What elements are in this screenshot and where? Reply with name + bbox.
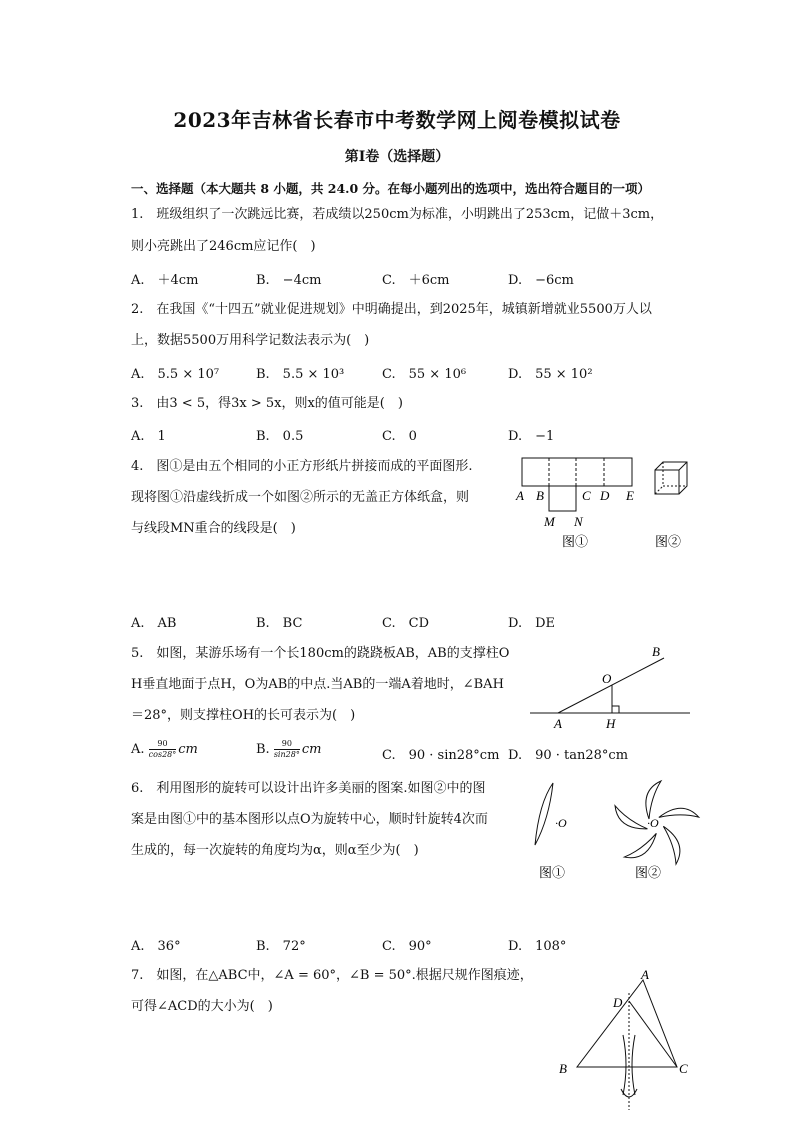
q6-caption-2: 图②: [635, 865, 662, 880]
q4-option-b: B. BC: [256, 616, 303, 631]
q3-option-a: A. 1: [131, 429, 166, 444]
q4-option-c: C. CD: [382, 616, 429, 631]
q5-label-o: O: [602, 671, 612, 686]
q5-line1: 5. 如图，某游乐场有一个长180cm的跷跷板AB，AB的支撑柱O: [131, 646, 510, 661]
q4-label-e: E: [626, 488, 634, 503]
leaf-shape-icon: [535, 783, 553, 845]
q4-line2: 现将图①沿虚线折成一个如图②所示的无盖正方体纸盒，则: [131, 490, 470, 505]
q6-line1: 6. 利用图形的旋转可以设计出许多美丽的图案.如图②中的图: [131, 781, 486, 796]
q1-line2: 则小亮跳出了246cm应记作( ): [131, 239, 316, 254]
q4-label-a: A: [516, 488, 524, 503]
q6-option-c: C. 90°: [382, 939, 432, 954]
q5-label-a: A: [554, 716, 562, 731]
q4-figure: [512, 452, 702, 552]
q6-line2: 案是由图①中的基本图形以点O为旋转中心，顺时针旋转4次而: [131, 812, 488, 827]
q6-label-o1: ·O: [555, 816, 567, 830]
q5-option-b: B. $\frac{90}{\sin 28^\circ}$ cm: [256, 739, 322, 759]
q7-label-c: C: [679, 1061, 688, 1076]
q4-label-d: D: [600, 488, 610, 503]
q1-option-d: D. −6cm: [508, 273, 574, 288]
q2-line2: 上，数据5500万用科学记数法表示为( ): [131, 333, 370, 348]
q7-figure: [555, 965, 705, 1115]
q6-option-b: B. 72°: [256, 939, 306, 954]
q5-label-b: B: [652, 644, 660, 659]
q2-option-b: B. 5.5 × 10³: [256, 367, 345, 382]
q6-caption-1: 图①: [539, 865, 566, 880]
q5-option-d: D. 90 · tan28°cm: [508, 748, 629, 763]
q4-line1: 4. 图①是由五个相同的小正方形纸片拼接而成的平面图形.: [131, 459, 473, 474]
q1-option-a: A. ＋4cm: [131, 273, 199, 288]
section-heading: 一、选择题（本大题共 8 小题，共 24.0 分。在每小题列出的选项中，选出符合题目的一项）: [131, 181, 651, 196]
cube-box-icon: [655, 462, 687, 494]
page-title: 2023年吉林省长春市中考数学网上阅卷模拟试卷: [173, 108, 621, 132]
q3-option-d: D. −1: [508, 429, 555, 444]
q5-label-h: H: [606, 716, 616, 731]
q2-option-c: C. 55 × 10⁶: [382, 367, 467, 382]
q5-option-c: C. 90 · sin28°cm: [382, 748, 500, 763]
q1-option-c: C. ＋6cm: [382, 273, 450, 288]
q5-option-a: A. $\frac{90}{\cos 28^\circ}$ cm: [131, 739, 198, 759]
q7-line1: 7. 如图，在△ABC中，∠A = 60°，∠B = 50°.根据尺规作图痕迹，: [131, 968, 533, 983]
q6-option-d: D. 108°: [508, 939, 567, 954]
q1-line1: 1. 班级组织了一次跳远比赛，若成绩以250cm为标准，小明跳出了253cm，记做＋3cm，: [131, 207, 664, 222]
q1-option-b: B. −4cm: [256, 273, 322, 288]
q4-option-a: A. AB: [131, 616, 177, 631]
q5-line2: H垂直地面于点H，O为AB的中点.当AB的一端A着地时，∠BAH: [131, 677, 504, 692]
q5-figure: [530, 640, 695, 732]
q6-figure: [525, 775, 715, 885]
q6-option-a: A. 36°: [131, 939, 181, 954]
q6-line3: 生成的，每一次旋转的角度均为α，则α至少为( ): [131, 843, 419, 858]
q4-caption-1: 图①: [562, 534, 589, 549]
q4-label-c: C: [582, 488, 591, 503]
q7-label-b: B: [559, 1061, 567, 1076]
q7-label-d: D: [613, 995, 623, 1010]
q6-label-o2: ·O: [647, 816, 659, 830]
page-subtitle: 第Ⅰ卷（选择题）: [344, 149, 450, 165]
q4-label-m: M: [544, 514, 555, 529]
q5-line3: ＝28°，则支撑柱OH的长可表示为( ): [131, 708, 356, 723]
q7-line2: 可得∠ACD的大小为( ): [131, 999, 273, 1014]
q7-label-a: A: [641, 967, 649, 982]
q2-line1: 2. 在我国《“十四五”就业促进规划》中明确提出，到2025年，城镇新增就业5500万人以: [131, 302, 652, 317]
q4-caption-2: 图②: [655, 534, 682, 549]
q3-line1: 3. 由3 < 5，得3x > 5x，则x的值可能是( ): [131, 396, 403, 411]
q3-option-b: B. 0.5: [256, 429, 304, 444]
q2-option-d: D. 55 × 10²: [508, 367, 593, 382]
q4-line3: 与线段MN重合的线段是( ): [131, 521, 296, 536]
q4-label-n: N: [574, 514, 583, 529]
q2-option-a: A. 5.5 × 10⁷: [131, 367, 220, 382]
q3-option-c: C. 0: [382, 429, 417, 444]
q4-option-d: D. DE: [508, 616, 556, 631]
q4-label-b: B: [536, 488, 544, 503]
